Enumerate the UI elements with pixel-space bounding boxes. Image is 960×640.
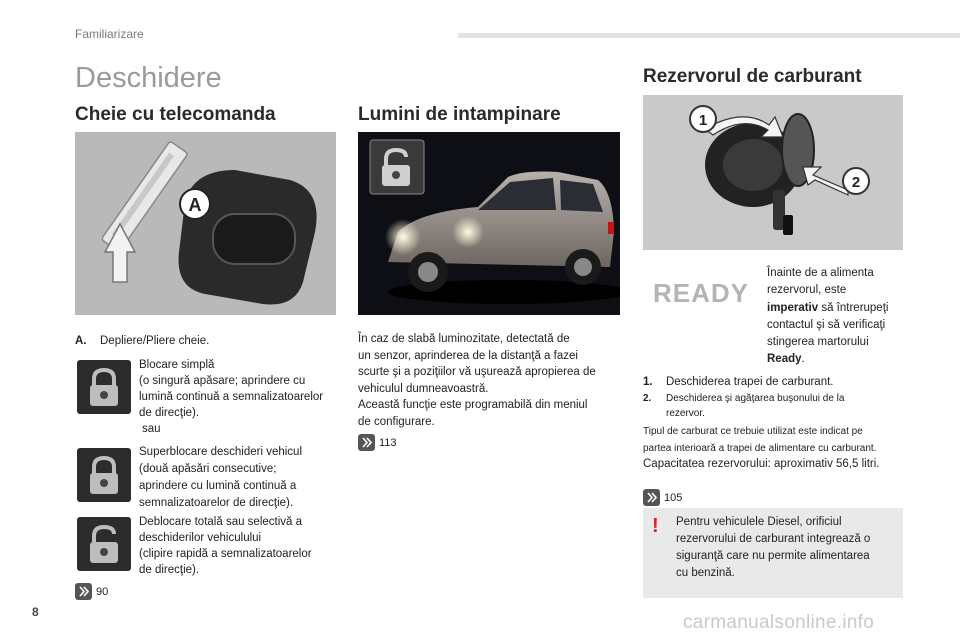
lock-open-icon: [77, 517, 131, 571]
fuel-page-ref[interactable]: 105: [643, 489, 682, 506]
fuel-section-title: Rezervorul de carburant: [643, 66, 862, 87]
page-number: 8: [32, 605, 39, 619]
step-2-number: 2.: [643, 393, 652, 404]
lights-description: În caz de slabă luminozitate, detectată de un senzor, aprinderea de la distanţă a fazei scurte şi a poziţiilor vă uşurează apropierea de vehiculul dumneavoastră. Această funcţie este programabilă din meniul de configurare.: [358, 333, 596, 428]
step-2-text: Deschiderea şi agăţarea buşonului de la rezervor.: [666, 393, 845, 419]
ready-indicator: READY: [653, 278, 750, 308]
lock-simple-text: Blocare simplă (o singură apăsare; aprindere cu lumină continuă a semnalizatoarelor de direcţie). sau: [139, 359, 324, 435]
arrow-right-icon: [75, 583, 92, 600]
step-1-text: Deschiderea trapei de carburant.: [666, 376, 834, 388]
arrow-right-icon: [358, 434, 375, 451]
tank-capacity: Capacitatea rezervorului: aproximativ 56,5 litri.: [643, 458, 880, 470]
arrow-right-icon: [643, 489, 660, 506]
lock-closed-icon: [77, 360, 131, 414]
key-fob-illustration: [75, 132, 336, 315]
key-badge-a: A: [188, 195, 202, 215]
superlock-text: Superblocare deschideri vehicul (două apăsări consecutive; aprindere cu lumină continuă a semnalizatoarelor de direcţie).: [139, 446, 303, 509]
item-a-text: Depliere/Pliere cheie.: [100, 335, 210, 347]
item-a-letter: A.: [75, 335, 87, 347]
watermark: carmanualsonline.info: [683, 612, 875, 633]
callout-2: 2: [851, 174, 861, 191]
key-page-ref[interactable]: 90: [75, 583, 108, 600]
superlock-icon: [77, 448, 131, 502]
unlock-text: Deblocare totală sau selectivă a deschiderilor vehiculului (clipire rapidă a semnalizatoarelor de direcţie).: [139, 516, 312, 576]
page-title: Deschidere: [75, 62, 222, 94]
fuel-type-text: Tipul de carburat ce trebuie utilizat este indicat pe partea interioară a trapei de alimentare cu carburant.: [643, 426, 877, 454]
section-header: Familiarizare: [75, 27, 144, 41]
before-refuel-text: Înainte de a alimenta rezervorul, este imperativ să întrerupeţi contactul şi să verificaţi stingerea martorului Ready.: [767, 267, 889, 366]
callout-1: 1: [698, 112, 708, 129]
warning-icon: !: [652, 515, 659, 537]
lights-section-title: Lumini de intampinare: [358, 104, 561, 125]
header-bar: [458, 33, 960, 38]
step-1-number: 1.: [643, 376, 653, 388]
lights-page-ref[interactable]: 113: [358, 434, 397, 451]
car-photo: [358, 132, 620, 315]
key-section-title: Cheie cu telecomanda: [75, 104, 276, 125]
diesel-note-text: Pentru vehiculele Diesel, orificiul rezervorului de carburant integrează o siguranţă care nu permite alimentarea cu benzină.: [676, 516, 871, 579]
fuel-cap-illustration: [643, 95, 903, 250]
